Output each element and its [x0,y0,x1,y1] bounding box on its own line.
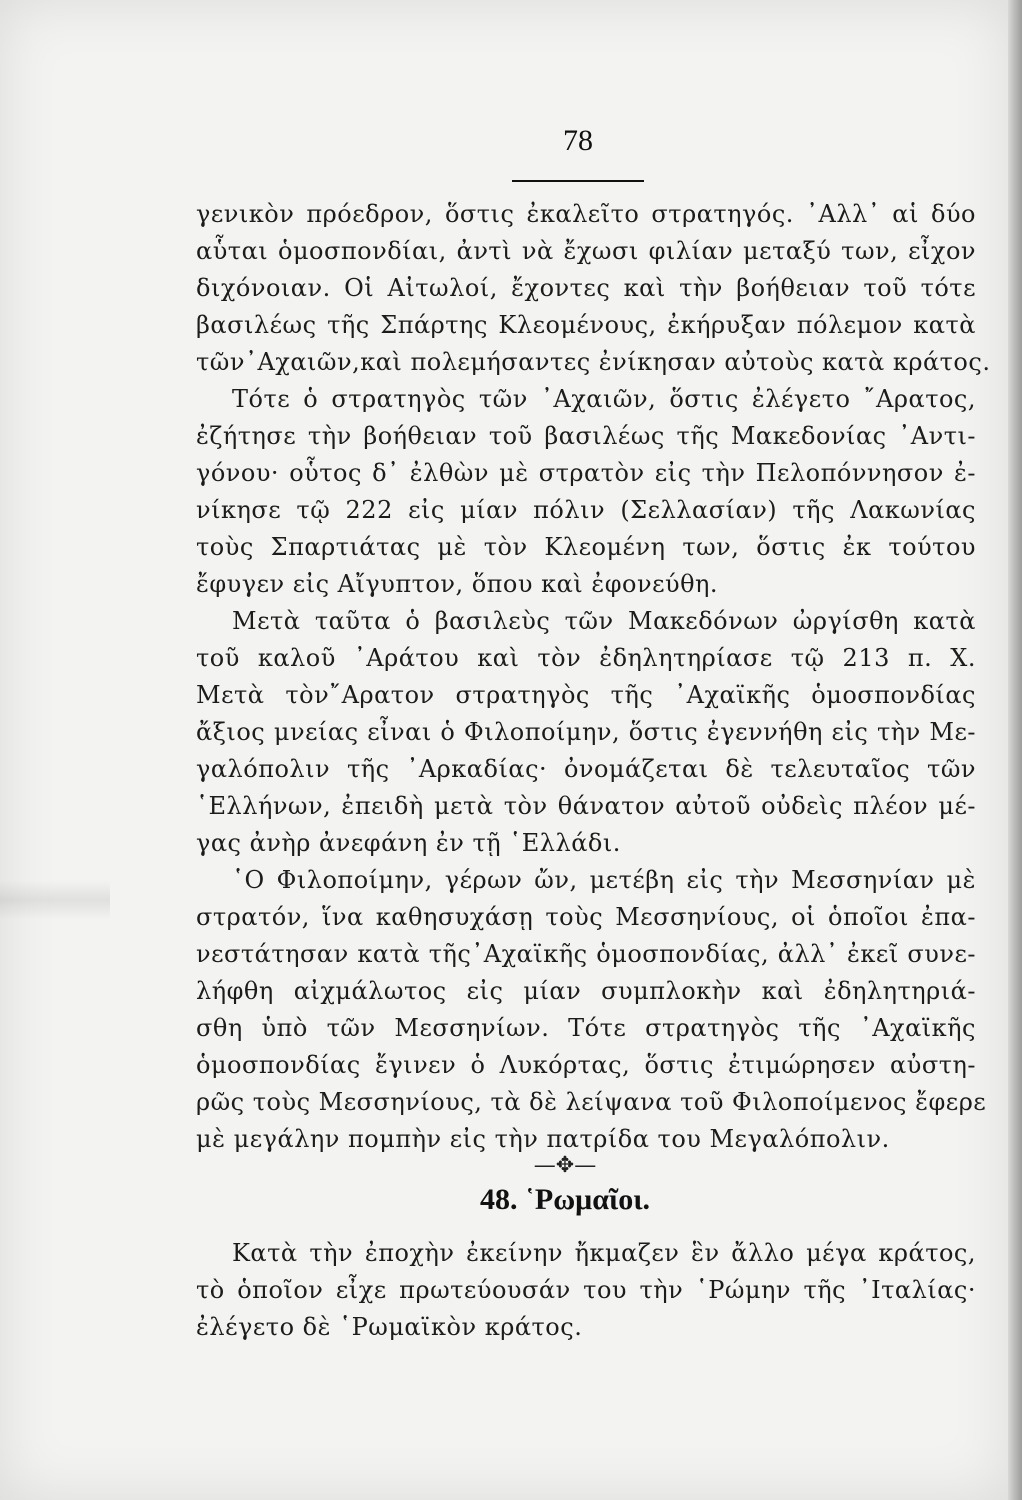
text-line: Κατὰ τὴν ἐποχὴν ἐκείνην ἤκμαζεν ἓν ἄλλο μέγα κράτος, [232,1239,976,1267]
text-line: νίκησε τῷ 222 εἰς μίαν πόλιν (Σελλασίαν) τῆς Λακωνίας [196,496,976,524]
text-line: μὲ μεγάλην πομπὴν εἰς τὴν πατρίδα του Μεγαλόπολιν. [196,1125,890,1153]
text-line: γόνου· οὗτος δ᾿ ἐλθὼν μὲ στρατὸν εἰς τὴν Πελοπόννησον ἐ- [196,459,976,487]
text-line: γαλόπολιν τῆς ᾿Αρκαδίας· ὀνομάζεται δὲ τελευταῖος τῶν [196,755,976,783]
section-heading: 48. ῾Ρωμαῖοι. [479,1183,651,1216]
text-line: ἐζήτησε τὴν βοήθειαν τοῦ βασιλέως τῆς Μακεδονίας ᾿Αντι- [196,422,976,450]
text-line: τοὺς Σπαρτιάτας μὲ τὸν Κλεομένη των, ὅστις ἐκ τούτου [196,533,976,561]
text-line: ἔφυγεν εἰς Αἴγυπτον, ὅπου καὶ ἐφονεύθη. [196,570,719,598]
text-line: γας ἀνὴρ ἀνεφάνη ἐν τῇ ῾Ελλάδι. [196,829,621,857]
text-line: τὸ ὁποῖον εἶχε πρωτεύουσάν του τὴν ῾Ρώμην τῆς ᾿Ιταλίας· [196,1276,976,1304]
body-text [196,196,991,1158]
page-number-rule [512,180,644,182]
text-line: σθη ὑπὸ τῶν Μεσσηνίων. Τότε στρατηγὸς τῆς ᾿Αχαϊκῆς [196,1014,976,1042]
text-line: Μετὰ τὸν῎Αρατον στρατηγὸς τῆς ᾿Αχαϊκῆς ὁμοσπονδίας [196,681,976,709]
text-line: ῾Ο Φιλοποίμην, γέρων ὤν, μετέβη εἰς τὴν Μεσσηνίαν μὲ [232,866,976,894]
text-line: λήφθη αἰχμάλωτος εἰς μίαν συμπλοκὴν καὶ ἐδηλητηριά- [196,977,976,1005]
section-body-text [196,1235,976,1346]
text-line: ἄξιος μνείας εἶναι ὁ Φιλοποίμην, ὅστις ἐγεννήθη εἰς τὴν Με- [196,718,976,746]
text-line: γενικὸν πρόεδρον, ὅστις ἐκαλεῖτο στρατηγός. ᾿Αλλ᾿ αἱ δύο [196,200,976,228]
text-line: αὗται ὁμοσπονδίαι, ἀντὶ νὰ ἔχωσι φιλίαν μεταξύ των, εἶχον [196,237,976,265]
text-line: ρῶς τοὺς Μεσσηνίους, τὰ δὲ λείψανα τοῦ Φιλοποίμενος ἔφερε [196,1088,987,1116]
text-line: Μετὰ ταῦτα ὁ βασιλεὺς τῶν Μακεδόνων ὠργίσθη κατὰ [232,607,976,635]
text-line: ὁμοσπονδίας ἔγινεν ὁ Λυκόρτας, ὅστις ἐτιμώρησεν αὐστη- [196,1051,976,1079]
text-line: ῾Ελλήνων, ἐπειδὴ μετὰ τὸν θάνατον αὐτοῦ οὐδεὶς πλέον μέ- [196,792,976,820]
text-line: Τότε ὁ στρατηγὸς τῶν ᾿Αχαιῶν, ὅστις ἐλέγετο ῎Αρατος, [232,385,976,413]
paper-crease [0,880,110,920]
section-ornament: —✥— [533,1153,597,1178]
text-line: στρατόν, ἵνα καθησυχάσῃ τοὺς Μεσσηνίους, οἱ ὁποῖοι ἐπα- [196,903,976,931]
text-line: τῶν᾿Αχαιῶν,καὶ πολεμήσαντες ἐνίκησαν αὐτοὺς κατὰ κράτος. [196,348,991,376]
text-line: βασιλέως τῆς Σπάρτης Κλεομένους, ἐκήρυξαν πόλεμον κατὰ [196,311,976,339]
page-number: 78 [563,124,593,157]
text-line: ἐλέγετο δὲ ῾Ρωμαϊκὸν κράτος. [196,1313,583,1341]
page-edge-shadow [1008,0,1022,1500]
text-line: διχόνοιαν. Οἱ Αἰτωλοί, ἔχοντες καὶ τὴν βοήθειαν τοῦ τότε [196,274,976,302]
text-line: νεστάτησαν κατὰ τῆς᾿Αχαϊκῆς ὁμοσπονδίας, ἀλλ᾿ ἐκεῖ συνε- [196,940,976,968]
text-line: τοῦ καλοῦ ᾿Αράτου καὶ τὸν ἐδηλητηρίασε τῷ 213 π. Χ. [196,644,976,672]
